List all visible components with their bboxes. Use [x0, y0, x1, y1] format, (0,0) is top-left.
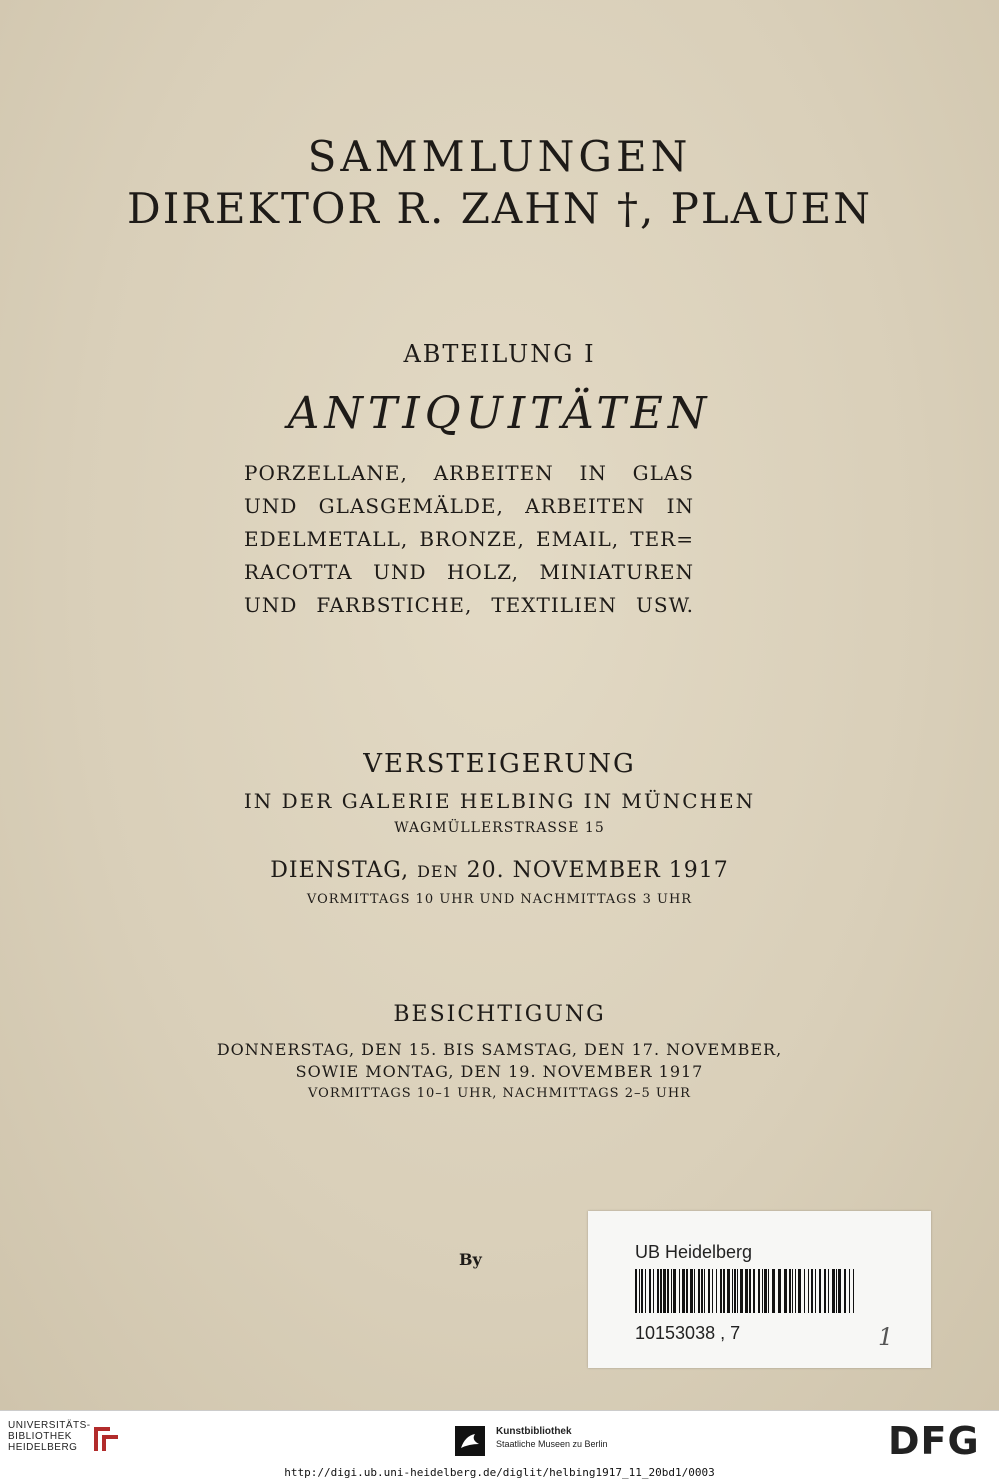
description-line-1: PORZELLANE, ARBEITEN IN GLAS: [244, 461, 694, 485]
barcode: [635, 1269, 857, 1313]
ub-logo-text: [8, 1420, 91, 1453]
label-title: UB Heidelberg: [635, 1242, 753, 1262]
ub-logo-line: UNIVERSITÄTS-: [8, 1420, 91, 1431]
description-line-5: UND FARBSTICHE, TEXTILIEN USW.: [244, 593, 694, 617]
viewing-times: VORMITTAGS 10–1 UHR, NACHMITTAGS 2–5 UHR: [308, 1086, 691, 1101]
shelf-mark: By: [459, 1250, 482, 1269]
viewing-heading: BESICHTIGUNG: [393, 1002, 606, 1027]
kunstbibliothek-subtitle: Staatliche Museen zu Berlin: [496, 1439, 608, 1449]
handwritten-mark: 1: [878, 1323, 894, 1351]
description-line-4: RACOTTA UND HOLZ, MINIATUREN: [244, 560, 694, 584]
ub-logo-line: BIBLIOTHEK: [8, 1431, 72, 1442]
dfg-logo: DFG: [888, 1419, 980, 1463]
viewing-line-2: SOWIE MONTAG, DEN 19. NOVEMBER 1917: [295, 1062, 704, 1081]
section-label: ABTEILUNG I: [403, 340, 596, 368]
kunstbibliothek-logo-icon: [455, 1426, 485, 1456]
viewing-line-1: DONNERSTAG, DEN 15. BIS SAMSTAG, DEN 17. NOVEMBER,: [216, 1040, 783, 1059]
permalink-url[interactable]: http://digi.ub.uni-heidelberg.de/diglit/helbing1917_11_20bd1/0003: [284, 1466, 715, 1479]
auction-date-rest: 20. NOVEMBER 1917: [466, 858, 729, 883]
kunstbibliothek-title: Kunstbibliothek: [496, 1426, 572, 1437]
barcode-number: 10153038 , 7: [635, 1323, 741, 1343]
auction-date: [0, 858, 999, 883]
library-label: [588, 1211, 931, 1368]
collection-title-line1: SAMMLUNGEN: [307, 132, 692, 181]
subject-heading: ANTIQUITÄTEN: [287, 388, 712, 439]
collection-title-line2: DIREKTOR R. ZAHN †, PLAUEN: [127, 184, 872, 233]
kunstbibliothek-text: [496, 1425, 608, 1450]
description-line-3: EDELMETALL, BRONZE, EMAIL, TER=: [244, 527, 694, 551]
ub-logo-icon: [90, 1423, 122, 1455]
footer: [0, 1410, 999, 1467]
ub-logo-line: HEIDELBERG: [8, 1442, 78, 1453]
auction-date-den: DEN: [417, 862, 459, 881]
auction-street: WAGMÜLLERSTRASSE 15: [394, 820, 605, 836]
description-line-2: UND GLASGEMÄLDE, ARBEITEN IN: [244, 494, 694, 518]
auction-venue: IN DER GALERIE HELBING IN MÜNCHEN: [243, 789, 756, 813]
auction-times: VORMITTAGS 10 UHR UND NACHMITTAGS 3 UHR: [306, 892, 693, 907]
auction-date-day: DIENSTAG,: [270, 858, 410, 883]
auction-heading: VERSTEIGERUNG: [363, 749, 636, 779]
